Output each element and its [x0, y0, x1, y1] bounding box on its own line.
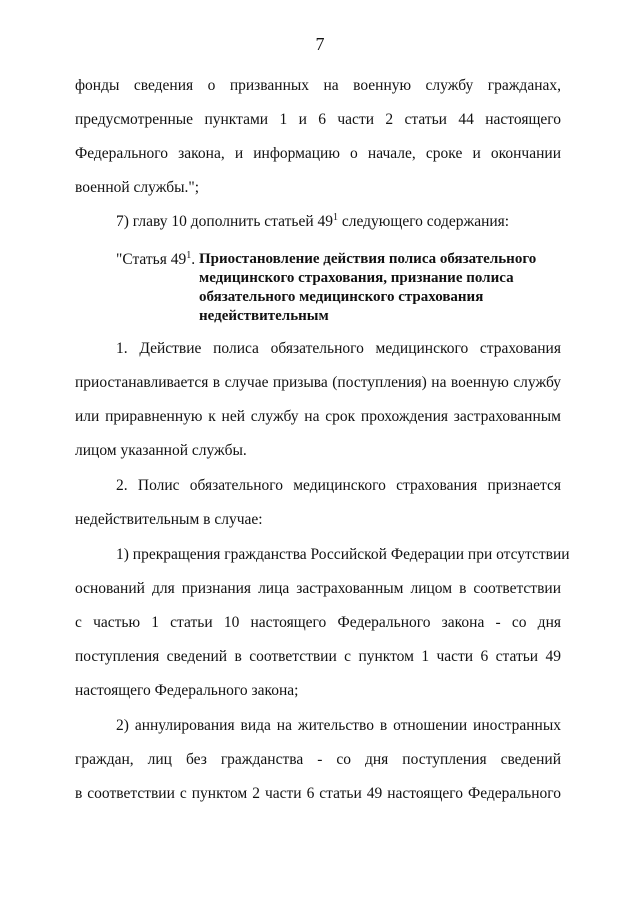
- paragraph-2-line: недействительным в случае:: [75, 511, 263, 528]
- paragraph-1-line: приостанавливается в случае призыва (поступления) на военную службу: [75, 374, 561, 391]
- item-7-text-end: следующего содержания:: [338, 213, 510, 230]
- text-line: предусмотренные пунктами 1 и 6 части 2 статьи 44 настоящего: [75, 111, 561, 128]
- text-line: Федерального закона, и информацию о начале, сроке и окончании: [75, 145, 561, 162]
- subitem-2-line: в соответствии с пунктом 2 части 6 статьи 49 настоящего Федерального: [75, 785, 561, 802]
- item-7-superscript: 1: [333, 212, 338, 223]
- item-7-text: 7) главу 10 дополнить статьей 49: [116, 213, 333, 230]
- paragraph-1-line: 1. Действие полиса обязательного медицинского страхования: [116, 340, 561, 357]
- subitem-1-line: оснований для признания лица застрахованным лицом в соответствии: [75, 580, 561, 597]
- article-title-line: медицинского страхования, признание полиса: [199, 270, 514, 286]
- subitem-2-line: граждан, лиц без гражданства - со дня поступления сведений: [75, 751, 561, 768]
- subitem-1-line: с частью 1 статьи 10 настоящего Федерального закона - со дня: [75, 614, 561, 631]
- paragraph-2-line: 2. Полис обязательного медицинского страхования признается: [116, 477, 561, 494]
- page-number: 7: [315, 34, 325, 54]
- article-title-line: недействительным: [199, 308, 329, 324]
- article-label-superscript: 1: [186, 250, 192, 261]
- article-label-dot: .: [191, 251, 196, 268]
- paragraph-1-line: лицом указанной службы.: [75, 442, 247, 459]
- paragraph-1-line: или приравненную к ней службу на срок прохождения застрахованным: [75, 408, 561, 425]
- subitem-1-line: настоящего Федерального закона;: [75, 682, 299, 699]
- subitem-1-line: 1) прекращения гражданства Российской Федерации при отсутствии: [116, 546, 570, 563]
- text-line: военной службы.";: [75, 179, 200, 196]
- subitem-2-line: 2) аннулирования вида на жительство в отношении иностранных: [116, 717, 561, 734]
- item-7-line: [116, 212, 561, 232]
- text-line: фонды сведения о призванных на военную службу гражданах,: [75, 77, 561, 94]
- article-title-line: обязательного медицинского страхования: [199, 289, 484, 305]
- article-title-line: Приостановление действия полиса обязательного: [199, 251, 537, 267]
- article-label: [116, 250, 195, 270]
- subitem-1-line: поступления сведений в соответствии с пунктом 1 части 6 статьи 49: [75, 648, 561, 665]
- article-label-text: "Статья 49: [116, 251, 187, 268]
